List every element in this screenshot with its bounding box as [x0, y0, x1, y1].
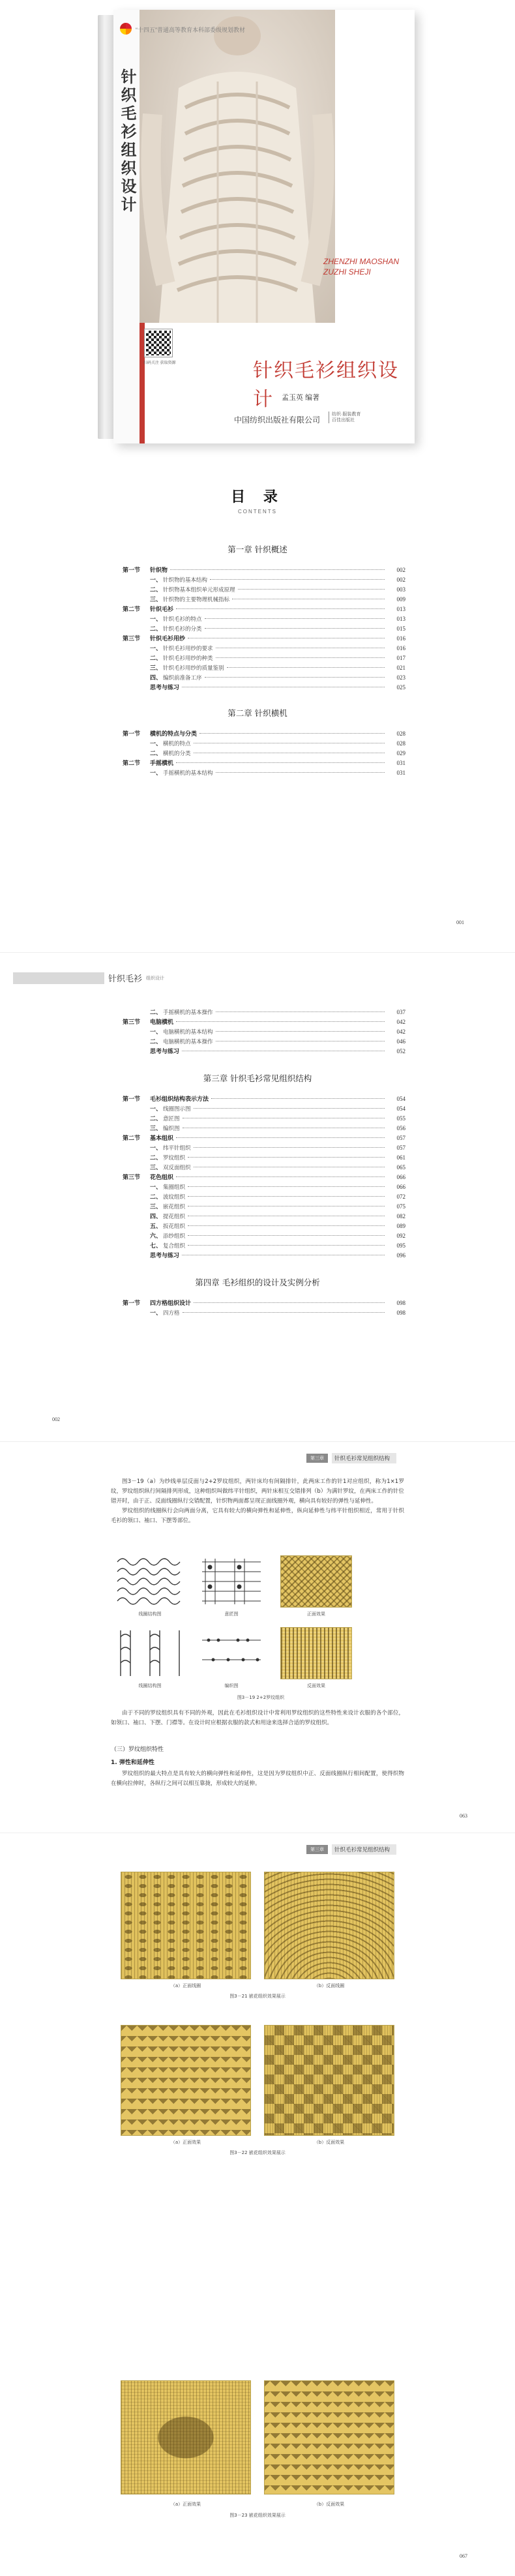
toc-subentry[interactable] [123, 1221, 405, 1231]
toc-leader-dots [176, 1176, 385, 1177]
toc-entry-title: 针织物基本组织单元形成原理 [163, 587, 235, 593]
figure-label: （b）反面效果 [314, 2140, 345, 2145]
cover-publisher-note [329, 412, 360, 423]
toc-subentry[interactable] [123, 768, 405, 778]
toc-entry-number: 一、 [150, 616, 162, 623]
toc-leader-dots [205, 677, 385, 678]
toc-subentry[interactable] [123, 1231, 405, 1241]
toc-page-number: 066 [396, 1174, 405, 1180]
toc-entry-title: 针织毛衫的分类 [163, 626, 202, 633]
toc-subentry[interactable] [123, 1202, 405, 1212]
toc-subentry[interactable] [123, 673, 405, 683]
toc-entry-title: 四方格组织设计 [150, 1300, 192, 1307]
body-paragraph: 罗纹组织的最大特点是具有较大的横向弹性和延伸性，这是因为罗纹组织中正、反面线圈纵行相间配置，使得织物在横向拉伸时，各纵行之间可以相互靠拢，形成较大的延伸。 [111, 1771, 404, 1787]
toc-leader-dots [188, 1186, 385, 1187]
toc-subentry[interactable] [123, 585, 405, 595]
toc-page-number: 016 [396, 635, 405, 642]
toc-leader-dots [199, 733, 385, 734]
toc-page-number: 066 [396, 1184, 405, 1190]
toc-chapter-4-list [25, 1298, 490, 1318]
toc-entry-number: 第二节 [123, 1135, 141, 1142]
toc-page-number: 009 [396, 596, 405, 603]
toc-entry-number: 第二节 [123, 607, 141, 613]
chapter-tag-box: 第三章 [306, 1454, 328, 1463]
cover-vertical-title: 针织毛衫组织设计 [118, 68, 135, 215]
toc-page-number: 017 [396, 655, 405, 661]
toc-page-number: 021 [396, 665, 405, 671]
knit-swatch-back [264, 2380, 394, 2494]
chapter-heading: 第四章 毛衫组织的设计及实例分析 [195, 1278, 320, 1287]
toc-subentry[interactable] [123, 644, 405, 653]
toc-entry-title: 思考与练习 [150, 685, 180, 691]
toc-leader-dots [188, 1235, 385, 1236]
knit-swatch-front [121, 1872, 251, 1979]
toc-entry-number: 二、 [150, 1039, 162, 1045]
knit-swatch-back [264, 2025, 394, 2136]
running-head [13, 972, 164, 984]
toc-leader-dots [205, 628, 385, 629]
body-paragraph: 由于不同的罗纹组织具有不同的外观，因此在毛衫组织设计中常利用罗纹组织的这些特性来设计衣服的各个部位，如领口、袖口、下摆、门襟等。在设计时应根据衣服的款式和用途来选择合适的罗纹组织。 [111, 1710, 404, 1726]
toc-entry-title: 横机的特点与分类 [150, 731, 198, 738]
toc-page-1 [25, 486, 490, 778]
toc-leader-dots [188, 1196, 385, 1197]
cover-accent-bar [140, 323, 145, 443]
toc-entry-title: 针织物的主要物理机械指标 [163, 597, 230, 603]
toc-page-number: 075 [396, 1203, 405, 1210]
toc-entry-title: 针织毛衫的特点 [163, 616, 202, 623]
toc-entry-number: 第一节 [123, 731, 141, 738]
page-folio: 002 [52, 1416, 60, 1422]
toc-entry[interactable] [123, 1047, 405, 1056]
toc-entry[interactable] [123, 1298, 405, 1308]
toc-subentry[interactable] [123, 1008, 405, 1017]
toc-leader-dots [176, 608, 385, 609]
toc-page-number: 046 [396, 1038, 405, 1045]
cover-title: 针织毛衫组织设计 [253, 359, 399, 411]
needle-notation-diagram [196, 1627, 267, 1679]
toc-entry-number: 第三节 [123, 1175, 141, 1181]
page-divider [0, 1441, 515, 1442]
toc-heading-en: CONTENTS [238, 509, 277, 515]
toc-entry-title: 意匠图 [163, 1116, 180, 1122]
figure-label: 线圈结构图 [138, 1611, 162, 1617]
body-paragraph [111, 1477, 404, 1526]
toc-entry[interactable] [123, 1133, 405, 1143]
chapter-heading: 第一章 针织概述 [228, 545, 287, 554]
toc-entry-number: 一、 [150, 741, 162, 747]
toc-subentry[interactable] [123, 1241, 405, 1251]
toc-entry-title: 波纹组织 [163, 1194, 186, 1201]
toc-entry[interactable] [123, 565, 405, 575]
page-divider [0, 952, 515, 953]
toc-leader-dots [188, 1157, 385, 1158]
toc-entry[interactable] [123, 683, 405, 693]
toc-subentry[interactable] [123, 1114, 405, 1124]
toc-entry-title: 罗纹组织 [163, 1155, 186, 1161]
toc-entry-number: 四、 [150, 1214, 162, 1220]
toc-subentry[interactable] [123, 1192, 405, 1202]
toc-entry-title: 针织毛衫用纱的要求 [163, 646, 213, 652]
toc-entry-number: 一、 [150, 577, 162, 584]
toc-subentry[interactable] [123, 575, 405, 585]
toc-page-number: 072 [396, 1193, 405, 1200]
series-logo-icon [120, 23, 132, 35]
toc-leader-dots [227, 667, 385, 668]
toc-entry-title: 电脑横机的基本操作 [163, 1039, 213, 1045]
toc-entry-title: 纬平针组织 [163, 1145, 191, 1152]
toc-entry-title: 嵌花组织 [163, 1204, 186, 1210]
toc-leader-dots [216, 1031, 385, 1032]
toc-page-number: 037 [396, 1009, 405, 1015]
toc-entry-title: 花色组织 [150, 1175, 174, 1181]
chapter-heading: 第三章 针织毛衫常见组织结构 [203, 1073, 312, 1083]
toc-entry-number: 第三节 [123, 636, 141, 642]
toc-entry[interactable] [123, 1094, 405, 1104]
toc-page-number: 057 [396, 1135, 405, 1141]
running-head-title: 针织毛衫 [108, 974, 143, 984]
toc-entry-title: 复合组织 [163, 1243, 186, 1250]
toc-page-number: 002 [396, 577, 405, 583]
toc-entry-title: 电脑横机的基本结构 [163, 1029, 213, 1036]
chapter-tag-box: 第三章 [306, 1845, 328, 1854]
toc-leader-dots [176, 762, 385, 763]
toc-entry-number: 第三节 [123, 1019, 141, 1026]
toc-entry-title: 扳花组织 [163, 1223, 186, 1230]
toc-leader-dots [170, 569, 385, 570]
toc-entry-title: 针织毛衫用纱的种类 [163, 655, 213, 662]
toc-entry-title: 横机的分类 [163, 751, 191, 757]
toc-entry-title: 添纱组织 [163, 1233, 186, 1240]
figure-label: （b）反面线圈 [314, 1983, 345, 1988]
toc-chapter-1-list [25, 565, 490, 693]
toc-leader-dots [238, 589, 385, 590]
toc-page-number: 089 [396, 1223, 405, 1229]
toc-entry-title: 四方格 [163, 1310, 180, 1317]
toc-leader-dots [216, 1011, 385, 1012]
toc-entry-number: 五、 [150, 1223, 162, 1230]
knit-swatch-back [280, 1627, 352, 1679]
knit-swatch-front [121, 2380, 251, 2494]
toc-entry-number: 三、 [150, 597, 162, 603]
toc-subentry[interactable] [123, 1037, 405, 1047]
toc-entry-title: 针织毛衫 [150, 607, 174, 613]
toc-subentry[interactable] [123, 1308, 405, 1318]
chapter-tag [306, 1844, 396, 1855]
toc-entry-title: 集圈组织 [163, 1184, 186, 1191]
figure-caption: 图3－21 嵌花组织效果展示 [229, 1994, 286, 1999]
toc-entry-number: 一、 [150, 1106, 162, 1113]
toc-entry-title: 针织毛衫用纱 [150, 636, 186, 642]
page-folio: 063 [460, 1813, 467, 1819]
cover-series-line: “十四五”普通高等教育本科部委级规划教材 [136, 27, 245, 33]
toc-subentry[interactable] [123, 749, 405, 758]
toc-entry-title: 手摇横机的基本结构 [163, 770, 213, 777]
toc-entry-number: 一、 [150, 1184, 162, 1191]
publisher-note-line: 纺织·服装教育 [332, 412, 361, 417]
toc-page-number: 054 [396, 1105, 405, 1112]
running-head-subtitle: 组织设计 [146, 975, 165, 981]
toc-entry-number: 三、 [150, 1126, 162, 1132]
toc-leader-dots [183, 1312, 385, 1313]
figure-label: （a）正面效果 [170, 2502, 201, 2507]
toc-entry[interactable] [123, 758, 405, 768]
toc-leader-dots [211, 1098, 385, 1099]
toc-entry-number: 四、 [150, 675, 162, 681]
paragraph-text: 罗纹组织的线圈纵行会向两面分离，它具有较大的横向弹性和延伸性，纵向延伸性与纬平针组织相近，常用于针织毛衫的领口、袖口、下摆等部位。 [111, 1508, 404, 1524]
toc-entry[interactable] [123, 729, 405, 739]
qr-caption: 扫码关注 获取资源 [143, 361, 176, 365]
toc-page-number: 029 [396, 750, 405, 756]
chapter-tag [306, 1453, 396, 1463]
toc-entry-number: 三、 [150, 665, 162, 672]
toc-entry-number: 二、 [150, 626, 162, 633]
toc-page-number: 042 [396, 1019, 405, 1025]
toc-entry-title: 手摇横机的基本操作 [163, 1010, 213, 1016]
cover-pinyin-line: ZHENZHI MAOSHAN [323, 257, 400, 266]
toc-entry-title: 基本组织 [150, 1135, 174, 1142]
toc-page-number: 095 [396, 1242, 405, 1249]
toc-page-number: 098 [396, 1310, 405, 1316]
toc-leader-dots [188, 1225, 385, 1226]
toc-subentry[interactable] [123, 1104, 405, 1114]
qr-code-icon [145, 329, 172, 357]
toc-entry-number: 七、 [150, 1243, 162, 1250]
toc-page-number: 042 [396, 1028, 405, 1035]
toc-page-number: 013 [396, 606, 405, 612]
figure-caption: 图3－22 嵌花组织效果展示 [229, 2150, 286, 2155]
cover-spine [98, 15, 115, 439]
knit-swatch-front [280, 1555, 352, 1608]
toc-page-number: 023 [396, 674, 405, 681]
cover-pinyin-line: ZUZHI SHEJI [323, 267, 371, 277]
toc-entry-title: 线圈图示图 [163, 1106, 191, 1113]
toc-entry-title: 毛衫组织结构表示方法 [150, 1096, 209, 1103]
toc-page-number: 092 [396, 1233, 405, 1239]
cover-pinyin [323, 256, 402, 277]
toc-chapter-2-list [25, 729, 490, 778]
toc-entry-number: 二、 [150, 1010, 162, 1016]
toc-subentry[interactable] [123, 1182, 405, 1192]
figure-label: 反面效果 [307, 1683, 325, 1688]
toc-page-number: 031 [396, 760, 405, 766]
running-head-bar [13, 972, 104, 984]
figure-label: （a）正面线圈 [170, 1983, 201, 1988]
figure-caption: 图3－23 嵌花组织效果展示 [229, 2513, 286, 2518]
toc-page-number: 052 [396, 1048, 405, 1055]
toc-leader-dots [216, 772, 385, 773]
toc-entry-number: 二、 [150, 751, 162, 757]
toc-subentry[interactable] [123, 663, 405, 673]
knit-swatch-front [121, 2025, 251, 2136]
figure-caption: 图3－19 2+2罗纹组织 [237, 1695, 285, 1700]
toc-entry-number: 二、 [150, 587, 162, 593]
cover-author: 孟玉英 编著 [282, 394, 320, 402]
section-subhead: 1. 弹性和延伸性 [111, 1760, 154, 1766]
toc-subentry[interactable] [123, 1143, 405, 1153]
toc-page-number: 082 [396, 1213, 405, 1220]
toc-entry-title: 手摇横机 [150, 760, 174, 767]
toc-page-number: 054 [396, 1096, 405, 1102]
toc-entry-title: 针织毛衫用纱的质量鉴别 [163, 665, 224, 672]
toc-entry-number: 一、 [150, 646, 162, 652]
toc-subentry[interactable] [123, 653, 405, 663]
toc-page-number: 031 [396, 770, 405, 776]
toc-entry-number: 六、 [150, 1233, 162, 1240]
toc-page-number: 057 [396, 1145, 405, 1151]
toc-leader-dots [188, 1245, 385, 1246]
figure-label: （a）正面效果 [170, 2140, 201, 2145]
toc-entry-number: 第一节 [123, 567, 141, 574]
toc-page-number: 025 [396, 684, 405, 691]
toc-page-number: 065 [396, 1164, 405, 1171]
figure-label: 线圈结构图 [138, 1683, 162, 1688]
toc-leader-dots [194, 1108, 385, 1109]
toc-heading: 目 录 [231, 489, 284, 505]
toc-subentry[interactable] [123, 1027, 405, 1037]
toc-entry-title: 针织物 [150, 567, 168, 574]
pattern-chart-diagram [196, 1555, 267, 1608]
toc-entry-number: 二、 [150, 1116, 162, 1122]
toc-subentry[interactable] [123, 1124, 405, 1133]
toc-entry-title: 思考与练习 [150, 1049, 180, 1055]
toc-subentry[interactable] [123, 1212, 405, 1221]
toc-subentry[interactable] [123, 624, 405, 634]
toc-entry-number: 第一节 [123, 1300, 141, 1307]
figure-label: 意匠图 [224, 1611, 239, 1617]
toc-entry-title: 编织前准备工序 [163, 675, 202, 681]
publisher-note-line: 百佳出版社 [332, 418, 355, 423]
toc-leader-dots [194, 1302, 385, 1303]
toc-entry-number: 二、 [150, 1194, 162, 1201]
figure-label: 正面效果 [307, 1611, 325, 1617]
chapter-tag-text: 针织毛衫常见组织结构 [332, 1453, 396, 1463]
toc-subentry[interactable] [123, 1163, 405, 1173]
toc-page-number: 013 [396, 616, 405, 622]
toc-entry-number: 二、 [150, 655, 162, 662]
toc-page-number: 056 [396, 1125, 405, 1131]
toc-page-2 [25, 1008, 490, 1318]
cover-photo [140, 10, 335, 323]
paragraph-text: 图3－19（a）为纱线单层反面与2+2罗纹组织，两针床均有间隔排针，此两床工作的针1对应组织，称为1×1罗纹，罗纹组织纵行间隔排列形成，这种组织叫做纬平针组织，两针床相互交错排列（b）为满针罗纹，在两床工作的针位错开时，由于正、反面线圈纵行交错配置，针织物两面都呈现正面线圈外观，横向具有较好的弹性与延伸性。 [111, 1478, 404, 1505]
toc-leader-dots [176, 1137, 385, 1138]
toc-entry-number: 一、 [150, 770, 162, 777]
toc-leader-dots [176, 1021, 385, 1022]
cover-front [113, 10, 415, 443]
toc-subentry[interactable] [123, 1153, 405, 1163]
chapter-tag-text: 针织毛衫常见组织结构 [332, 1844, 396, 1855]
loop-structure-diagram [114, 1627, 186, 1679]
cover-publisher: 中国纺织出版社有限公司 [234, 415, 321, 425]
knit-swatch-back [264, 1872, 394, 1979]
toc-page-number: 055 [396, 1115, 405, 1122]
book-cover [98, 10, 417, 447]
toc-subentry[interactable] [123, 595, 405, 605]
toc-leader-dots [216, 657, 385, 658]
toc-entry-title: 双反面组织 [163, 1165, 191, 1171]
toc-page-number: 015 [396, 625, 405, 632]
toc-page-number: 096 [396, 1252, 405, 1259]
toc-entry-number: 三、 [150, 1165, 162, 1171]
toc-entry-number: 一、 [150, 1029, 162, 1036]
toc-entry-number: 一、 [150, 1310, 162, 1317]
toc-entry[interactable] [123, 634, 405, 644]
toc-entry-number: 一、 [150, 1145, 162, 1152]
toc-leader-dots [210, 579, 385, 580]
toc-page-number: 098 [396, 1300, 405, 1306]
loop-structure-diagram [114, 1555, 186, 1608]
toc-entry-number: 二、 [150, 1155, 162, 1161]
toc-entry-title: 思考与练习 [150, 1253, 180, 1259]
toc-page-number: 002 [396, 567, 405, 573]
toc-chapter-2-cont-list [25, 1008, 490, 1056]
section-subhead: （三）罗纹组织特性 [111, 1746, 164, 1753]
toc-entry[interactable] [123, 1173, 405, 1182]
toc-entry-title: 编织图 [163, 1126, 180, 1132]
figure-label: （b）反面效果 [314, 2502, 345, 2507]
toc-entry[interactable] [123, 1251, 405, 1261]
toc-entry-title: 针织物的基本结构 [163, 577, 208, 584]
toc-leader-dots [205, 618, 385, 619]
sweater-illustration [140, 10, 335, 323]
toc-entry-title: 电脑横机 [150, 1019, 174, 1026]
toc-leader-dots [194, 1147, 385, 1148]
figure-label: 编织图 [224, 1683, 239, 1688]
toc-entry-title: 提花组织 [163, 1214, 186, 1220]
toc-entry-number: 第二节 [123, 760, 141, 767]
page-folio: 001 [456, 920, 464, 925]
toc-entry-title: 横机的特点 [163, 741, 191, 747]
toc-chapter-3-list [25, 1094, 490, 1261]
toc-entry-number: 三、 [150, 1204, 162, 1210]
toc-page-number: 016 [396, 645, 405, 651]
toc-page-number: 061 [396, 1154, 405, 1161]
page-folio: 067 [460, 2553, 467, 2559]
chapter-heading: 第二章 针织横机 [228, 708, 287, 718]
toc-page-number: 028 [396, 730, 405, 737]
toc-entry-number: 第一节 [123, 1096, 141, 1103]
toc-page-number: 003 [396, 586, 405, 593]
toc-subentry[interactable] [123, 739, 405, 749]
toc-entry[interactable] [123, 1017, 405, 1027]
toc-subentry[interactable] [123, 614, 405, 624]
toc-page-number: 028 [396, 740, 405, 747]
toc-entry[interactable] [123, 605, 405, 614]
